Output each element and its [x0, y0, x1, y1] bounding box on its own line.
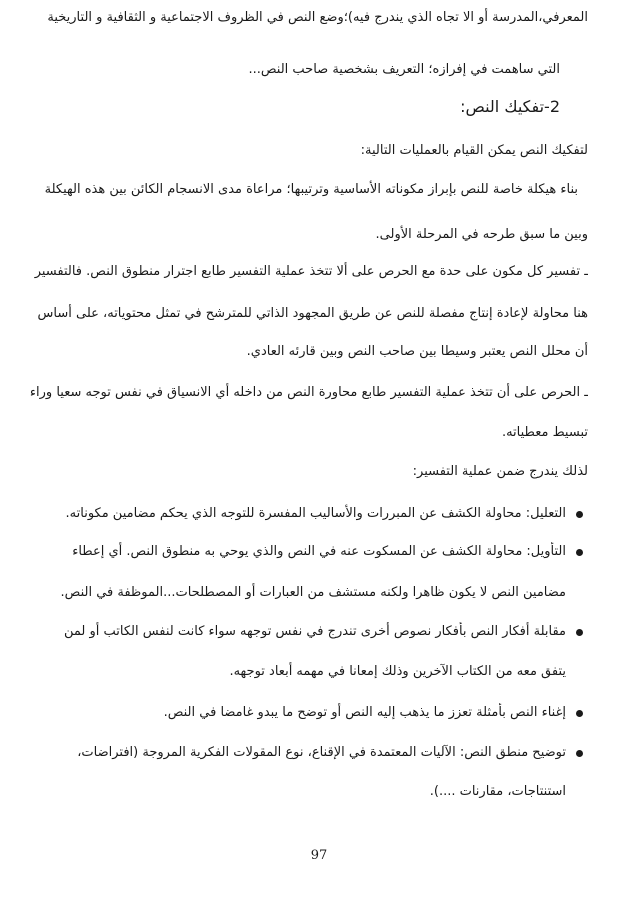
bullet-item-line: استنتاجات، مقارنات ....).	[429, 784, 566, 799]
paragraph-line: تبسيط معطياته.	[501, 425, 588, 440]
paragraph-line: ـ الحرص على أن تتخذ عملية التفسير طابع محاورة النص من داخله أي الانسياق في نفس توجه سعيا وراء	[29, 385, 588, 400]
page-number: 97	[310, 848, 328, 863]
bullet-item-line: مضامين النص لا يكون ظاهرا ولكنه مستشف من العبارات أو المصطلحات...الموظفة في النص.	[60, 585, 566, 600]
bullet-item-line: إغناء النص بأمثلة تعزز ما يذهب إليه النص أو توضح ما يبدو غامضا في النص.	[163, 705, 566, 720]
bullet-item-line: التأويل: محاولة الكشف عن المسكوت عنه في النص والذي يوحي به منطوق النص. أي إعطاء	[72, 544, 566, 559]
paragraph-line: هنا محاولة لإعادة إنتاج مفصلة للنص عن طريق المجهود الذاتي للمترشح في تمثل محتوياته، على أساس	[37, 306, 588, 321]
paragraph-line: المعرفي،المدرسة أو الا تجاه الذي يندرج فيه)؛وضع النص في الظروف الاجتماعية و الثقافية و التاريخية	[47, 10, 588, 25]
paragraph-line: بناء هيكلة خاصة للنص بإبراز مكوناته الأساسية وترتيبها؛ مراعاة مدى الانسجام الكائن بين هذه الهيكلة	[44, 182, 578, 197]
paragraph-line: التي ساهمت في إفرازه؛ التعريف بشخصية صاحب النص...	[248, 62, 560, 77]
paragraph-line: وبين ما سبق طرحه في المرحلة الأولى.	[375, 227, 588, 242]
bullet-icon	[576, 750, 583, 757]
bullet-icon	[576, 710, 583, 717]
bullet-icon	[576, 511, 583, 518]
paragraph-line: أن محلل النص يعتبر وسيطا بين صاحب النص وبين قارئه العادي.	[246, 344, 588, 359]
bullet-item-line: توضيح منطق النص: الآليات المعتمدة في الإقناع، نوع المقولات الفكرية المروجة (افتراضات،	[77, 745, 566, 760]
bullet-icon	[576, 549, 583, 556]
paragraph-line: لتفكيك النص يمكن القيام بالعمليات التالية:	[360, 143, 588, 158]
paragraph-line: لذلك يندرج ضمن عملية التفسير:	[412, 464, 588, 479]
bullet-item-line: يتفق معه من الكتاب الآخرين وذلك إمعانا في مهمه أبعاد توجهه.	[229, 664, 566, 679]
bullet-item-line: التعليل: محاولة الكشف عن المبررات والأساليب المفسرة للتوجه الذي يحكم مضامين مكوناته.	[65, 506, 566, 521]
bullet-icon	[576, 629, 583, 636]
paragraph-line: ـ تفسير كل مكون على حدة مع الحرص على ألا تتخذ عملية التفسير طابع اجترار منطوق النص. فالتفسير	[34, 264, 588, 279]
bullet-item-line: مقابلة أفكار النص بأفكار نصوص أخرى تندرج في نفس توجهه سواء كانت لنفس الكاتب أو لمن	[63, 624, 566, 639]
section-heading: 2-تفكيك النص:	[460, 97, 560, 116]
